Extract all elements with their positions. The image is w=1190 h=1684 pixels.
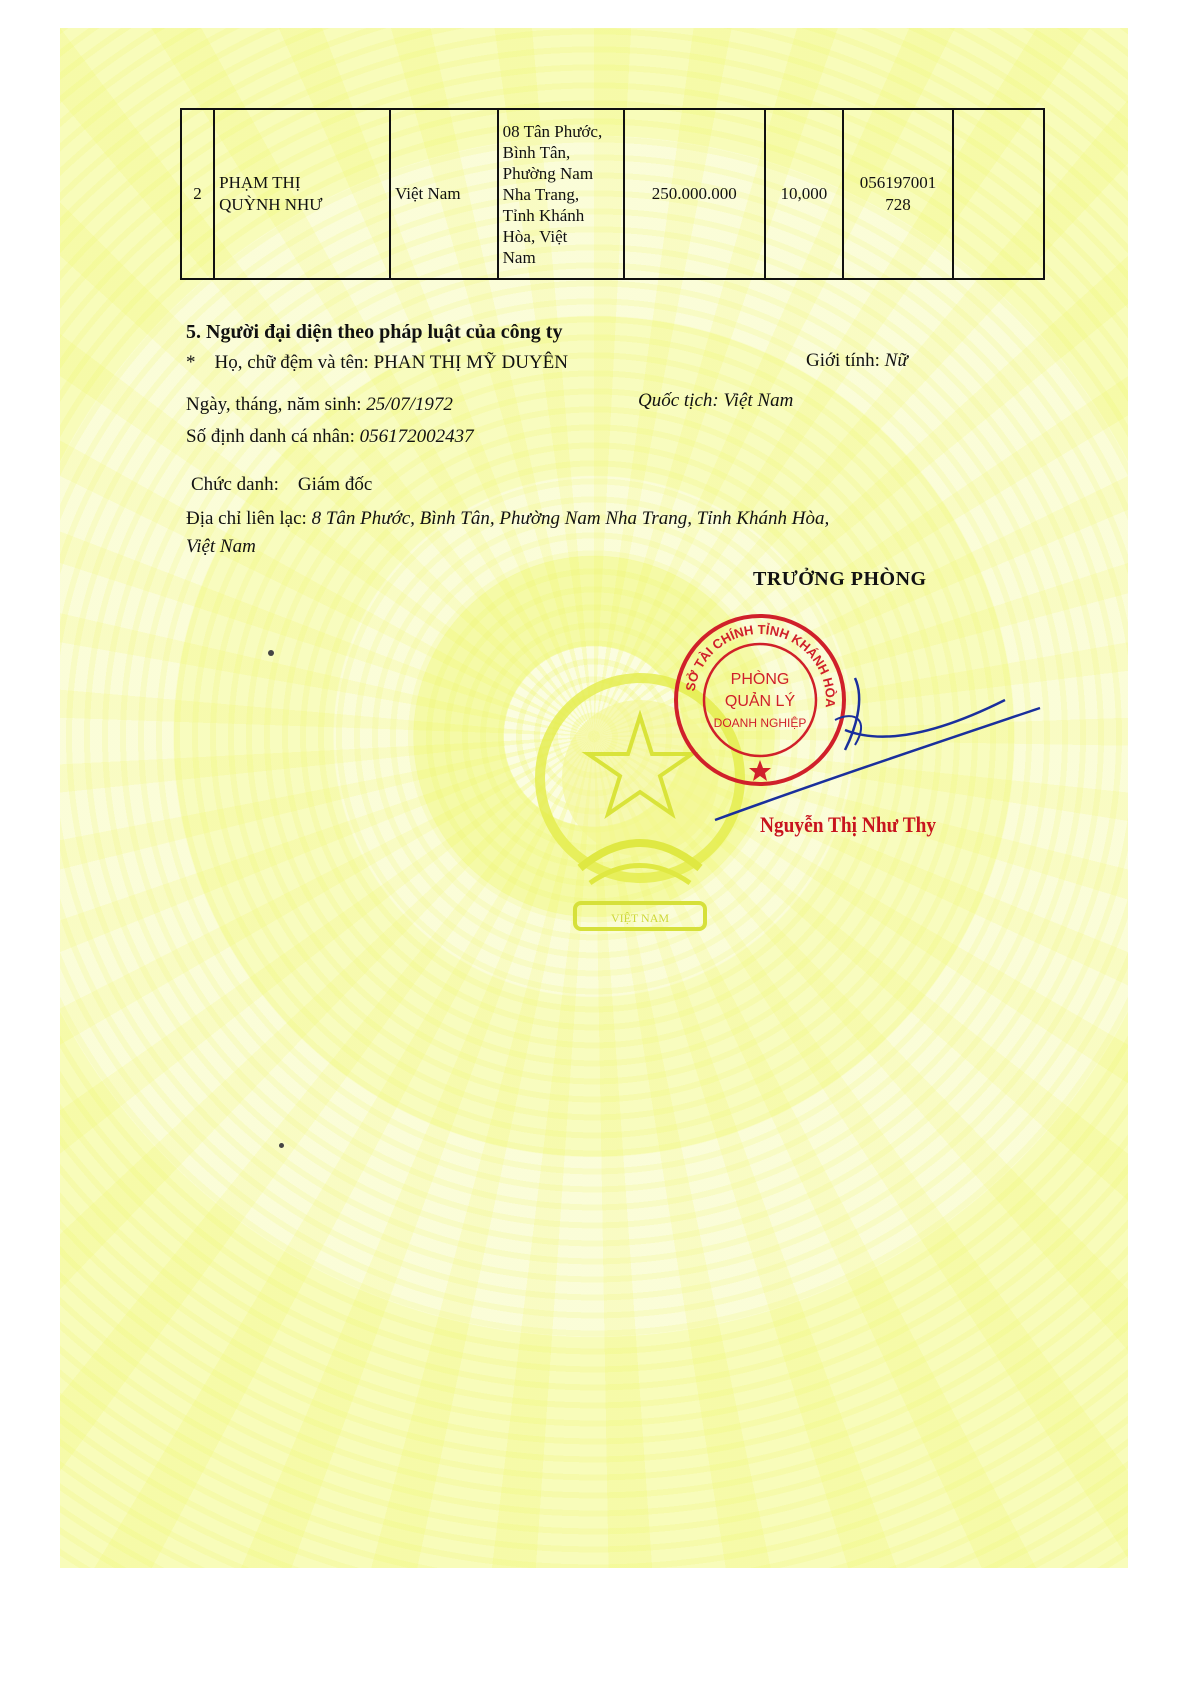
position-title: TRƯỞNG PHÒNG: [753, 568, 927, 590]
id-line1: 056197001: [859, 173, 937, 192]
seal-line3: DOANH NGHIỆP: [713, 716, 807, 730]
table-row: [181, 109, 1044, 279]
id-label: Số định danh cá nhân:: [186, 426, 355, 447]
ownership-ratio: 10,000: [765, 109, 844, 279]
member-name-line2: QUỲNH NHƯ: [219, 195, 323, 214]
name-value: PHAN THỊ MỸ DUYÊN: [373, 352, 568, 373]
seal-line1: PHÒNG: [730, 671, 790, 688]
address-label: Địa chỉ liên lạc:: [186, 508, 307, 529]
gender-field: [806, 350, 908, 372]
dob-label: Ngày, tháng, năm sinh:: [186, 394, 362, 415]
representative-name-line: [186, 352, 568, 374]
gender-value: Nữ: [884, 350, 908, 371]
member-name-line1: PHẠM THỊ: [219, 173, 301, 192]
address-line: 08 Tân Phước,: [502, 121, 603, 141]
dob-value: 25/07/1972: [366, 394, 453, 415]
id-line2: 728: [885, 195, 911, 214]
address-line: Nha Trang,: [502, 184, 580, 204]
nationality-value: Việt Nam: [723, 390, 794, 411]
member-name: [214, 109, 390, 279]
contact-address-field: [186, 508, 829, 530]
nationality-field: [638, 390, 793, 412]
capital-contribution: 250.000.000: [624, 109, 765, 279]
seal-line2: QUẢN LÝ: [724, 693, 796, 710]
nationality-label: Quốc tịch:: [638, 390, 719, 411]
address-value-line1: 8 Tân Phước, Bình Tân, Phường Nam Nha Trang, Tỉnh Khánh Hòa,: [311, 508, 830, 529]
representative-heading: 5. Người đại diện theo pháp luật của công ty: [186, 321, 563, 343]
address-line: Nam: [502, 247, 536, 267]
member-address: [498, 109, 624, 279]
job-title-field: [191, 474, 372, 496]
name-label: Họ, chữ đệm và tên:: [214, 352, 369, 373]
address-line: Tỉnh Khánh: [502, 205, 585, 225]
address-line: Phường Nam: [502, 163, 594, 183]
row-index: 2: [181, 109, 214, 279]
job-title-value: Giám đốc: [297, 474, 373, 495]
id-value: 056172002437: [359, 426, 474, 447]
shareholder-table: [180, 108, 1045, 280]
gender-label: Giới tính:: [806, 350, 880, 371]
emblem-ribbon-text: VIỆT NAM: [610, 911, 670, 925]
notes-cell: [953, 109, 1044, 279]
personal-id-field: [186, 426, 474, 448]
address-line: Hòa, Việt: [502, 226, 568, 246]
dob-field: [186, 394, 453, 416]
speck: [268, 650, 274, 656]
address-line: Bình Tân,: [502, 142, 571, 162]
speck: [279, 1143, 284, 1148]
job-title-label: Chức danh:: [191, 474, 279, 495]
signer-name: Nguyễn Thị Như Thy: [760, 812, 937, 837]
bullet: *: [186, 352, 196, 373]
member-id-number: [843, 109, 953, 279]
seal-outer-text: SỞ TÀI CHÍNH TỈNH KHÁNH HÒA: [682, 621, 839, 708]
member-nationality: Việt Nam: [390, 109, 498, 279]
address-value-line2: Việt Nam: [186, 536, 256, 557]
handwritten-signature: [705, 660, 1045, 830]
